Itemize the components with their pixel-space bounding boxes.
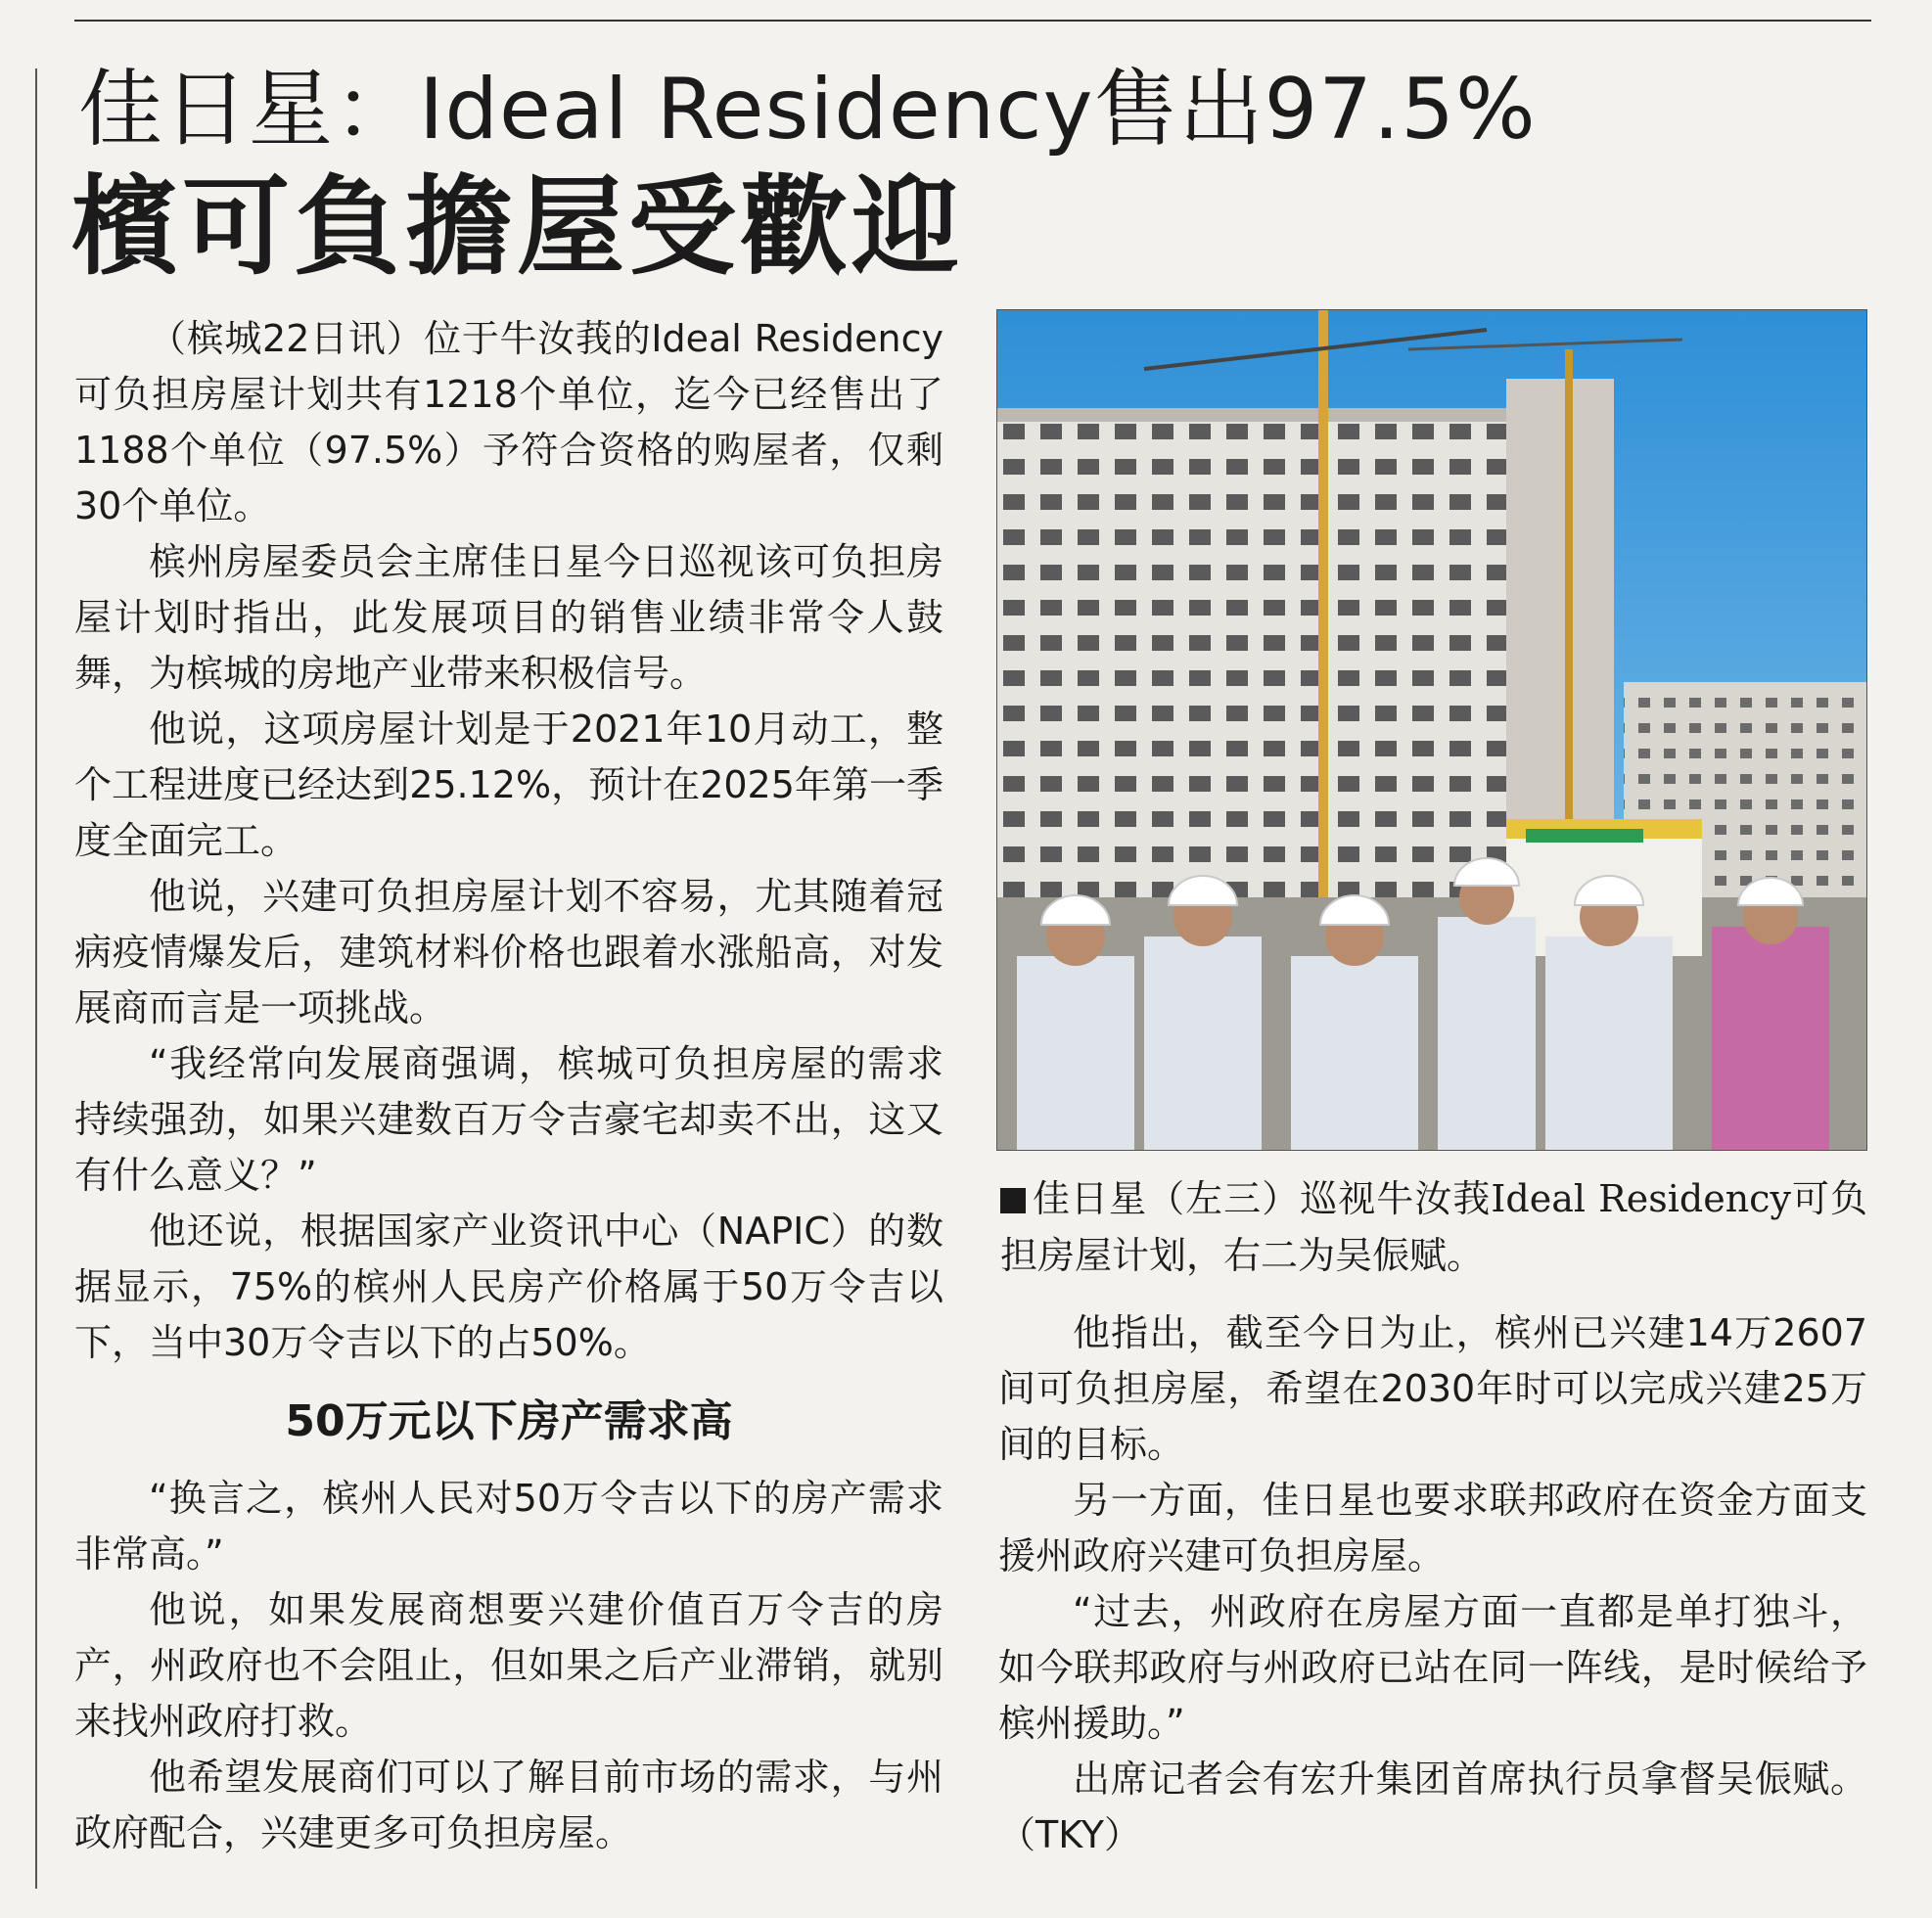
paragraph: 他说，如果发展商想要兴建价值百万令吉的房产，州政府也不会阻止，但如果之后产业滞销，就别来找州政府打救。 [74, 1588, 943, 1743]
paragraph: 他希望发展商们可以了解目前市场的需求，与州政府配合，兴建更多可负担房屋。 [74, 1756, 943, 1854]
paragraph: （槟城22日讯）位于牛汝莪的Ideal Residency可负担房屋计划共有1218个单位，迄今已经售出了1188个单位（97.5%）予符合资格的购屋者，仅剩30个单位。 [74, 317, 943, 527]
caption-marker [1000, 1188, 1026, 1213]
paragraph: 他还说，根据国家产业资讯中心（NAPIC）的数据显示，75%的槟州人民房产价格属于50万令吉以下，当中30万令吉以下的占50%。 [74, 1210, 943, 1364]
paragraph: 他说，这项房屋计划是于2021年10月动工，整个工程进度已经达到25.12%，预计在2025年第一季度全面完工。 [74, 708, 943, 862]
paragraph: 另一方面，佳日星也要求联邦政府在资金方面支援州政府兴建可负担房屋。 [998, 1479, 1867, 1577]
paragraph: “过去，州政府在房屋方面一直都是单打独斗，如今联邦政府与州政府已站在同一阵线，是时候给予槟州援助。” [998, 1590, 1867, 1745]
photo-caption [1000, 1170, 1867, 1284]
headline-secondary: 檳可負擔屋受歡迎 [70, 164, 963, 290]
top-rule [74, 20, 1871, 22]
paragraph: 出席记者会有宏升集团首席执行员拿督吴侲赋。（TKY） [998, 1758, 1867, 1856]
right-column [998, 1305, 1867, 1863]
paragraph: 他指出，截至今日为止，槟州已兴建14万2607间可负担房屋，希望在2030年时可以完成兴建25万间的目标。 [998, 1311, 1867, 1466]
paragraph: 槟州房屋委员会主席佳日星今日巡视该可负担房屋计划时指出，此发展项目的销售业绩非常令人鼓舞，为槟城的房地产业带来积极信号。 [74, 540, 943, 695]
construction-site-photo [996, 309, 1867, 1151]
paragraph: 他说，兴建可负担房屋计划不容易，尤其随着冠病疫情爆发后，建筑材料价格也跟着水涨船高，对发展商而言是一项挑战。 [74, 875, 943, 1029]
left-column [74, 311, 943, 1861]
column-rule [35, 68, 37, 1889]
subheading: 50万元以下房产需求高 [285, 1396, 733, 1446]
paragraph: “我经常向发展商强调，槟城可负担房屋的需求持续强劲，如果兴建数百万令吉豪宅却卖不出，这又有什么意义？” [74, 1042, 943, 1197]
headline-primary: 佳日星：Ideal Residency售出97.5% [78, 61, 1537, 159]
photo-illustration [997, 310, 1866, 1150]
paragraph: “换言之，槟州人民对50万令吉以下的房产需求非常高。” [74, 1477, 943, 1576]
caption-text: 佳日星（左三）巡视牛汝莪Ideal Residency可负担房屋计划，右二为吴侲赋。 [1000, 1177, 1867, 1277]
